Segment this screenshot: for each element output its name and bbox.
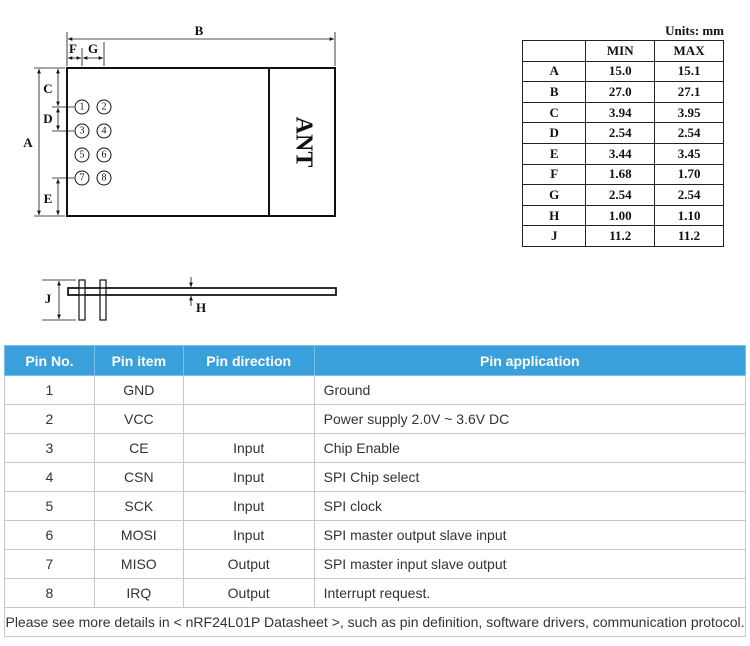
pin-item: CSN	[94, 463, 183, 492]
table-row	[5, 579, 746, 608]
pin-no: 4	[5, 463, 95, 492]
pin-direction: Output	[183, 579, 314, 608]
dimension-header-max: MAX	[655, 41, 724, 62]
dimension-label: F	[523, 164, 586, 185]
pin-7	[75, 171, 89, 185]
header-pin-direction: Pin direction	[183, 346, 314, 376]
table-row	[5, 492, 746, 521]
pin-direction	[183, 405, 314, 434]
svg-text:G: G	[87, 41, 99, 56]
pin-direction	[183, 376, 314, 405]
svg-text:3: 3	[79, 125, 85, 137]
svg-text:A: A	[23, 135, 33, 150]
table-row	[5, 376, 746, 405]
pin-direction: Input	[183, 492, 314, 521]
pin-no: 2	[5, 405, 95, 434]
dimension-min: 27.0	[586, 82, 655, 103]
antenna-label: ANT	[290, 116, 317, 168]
dimension-h	[191, 277, 206, 315]
dimension-header-label	[523, 41, 586, 62]
pin-application: Chip Enable	[314, 434, 745, 463]
pin-1	[75, 100, 89, 114]
pin-direction: Input	[183, 463, 314, 492]
pin-no: 7	[5, 550, 95, 579]
pin-direction: Input	[183, 434, 314, 463]
pin-application: SPI clock	[314, 492, 745, 521]
dimension-max: 2.54	[655, 123, 724, 144]
table-row	[5, 521, 746, 550]
pin-direction: Input	[183, 521, 314, 550]
pin-application: SPI Chip select	[314, 463, 745, 492]
module-mechanical-drawing	[0, 0, 345, 330]
pin-5	[75, 148, 89, 162]
dimension-row	[523, 143, 724, 164]
svg-text:D: D	[43, 111, 53, 126]
table-row	[5, 434, 746, 463]
pin-item: MISO	[94, 550, 183, 579]
pin-no: 5	[5, 492, 95, 521]
dimension-min: 11.2	[586, 226, 655, 247]
pin-application: SPI master output slave input	[314, 521, 745, 550]
table-row	[5, 463, 746, 492]
pin-application: Ground	[314, 376, 745, 405]
pin-application: SPI master input slave output	[314, 550, 745, 579]
dimension-row	[523, 226, 724, 247]
dimension-min: 2.54	[586, 123, 655, 144]
dimension-row	[523, 185, 724, 206]
dimension-label: D	[523, 123, 586, 144]
dimension-label: J	[523, 226, 586, 247]
pin-no: 1	[5, 376, 95, 405]
datasheet-note: Please see more details in < nRF24L01P Datasheet >, such as pin definition, software drivers, communication protocol.	[5, 608, 746, 637]
dimension-row	[523, 82, 724, 103]
pin-item: CE	[94, 434, 183, 463]
dimension-row	[523, 205, 724, 226]
table-row	[5, 405, 746, 434]
svg-text:C: C	[43, 81, 53, 96]
pin-table-header	[5, 346, 746, 376]
dimension-c-d-e	[43, 69, 74, 215]
dimension-min: 3.94	[586, 102, 655, 123]
pin-6	[97, 148, 111, 162]
pin-no: 8	[5, 579, 95, 608]
dimension-row	[523, 123, 724, 144]
header-pin-no: Pin No.	[5, 346, 95, 376]
dimension-max: 15.1	[655, 61, 724, 82]
dimension-header-min: MIN	[586, 41, 655, 62]
dimension-b	[67, 23, 335, 66]
dimension-label: A	[523, 61, 586, 82]
pin-header	[75, 100, 111, 185]
dimension-max: 27.1	[655, 82, 724, 103]
svg-text:1: 1	[79, 101, 85, 113]
dimension-max: 1.70	[655, 164, 724, 185]
dimension-max: 3.45	[655, 143, 724, 164]
dimension-min: 1.68	[586, 164, 655, 185]
pin-item: IRQ	[94, 579, 183, 608]
svg-text:4: 4	[101, 125, 107, 137]
dimension-label: G	[523, 185, 586, 206]
svg-text:F: F	[69, 41, 77, 56]
pin-direction: Output	[183, 550, 314, 579]
pin-2	[97, 100, 111, 114]
dimension-max: 11.2	[655, 226, 724, 247]
dimension-table-block	[522, 22, 724, 247]
svg-text:8: 8	[101, 172, 107, 184]
dimension-max: 1.10	[655, 205, 724, 226]
pin-8	[97, 171, 111, 185]
table-row	[5, 550, 746, 579]
dimension-min: 3.44	[586, 143, 655, 164]
dimension-f-g	[68, 41, 104, 66]
dimension-j	[42, 280, 76, 320]
pin-item: MOSI	[94, 521, 183, 550]
dimension-max: 2.54	[655, 185, 724, 206]
pin-item: GND	[94, 376, 183, 405]
pin-3	[75, 124, 89, 138]
dimension-min: 2.54	[586, 185, 655, 206]
pin-application: Power supply 2.0V ~ 3.6V DC	[314, 405, 745, 434]
pin-item: VCC	[94, 405, 183, 434]
pin-no: 3	[5, 434, 95, 463]
svg-text:2: 2	[101, 101, 107, 113]
svg-text:B: B	[194, 23, 204, 38]
pin-table	[4, 345, 746, 637]
svg-text:H: H	[195, 300, 207, 315]
dimension-label: C	[523, 102, 586, 123]
pin-item: SCK	[94, 492, 183, 521]
dimension-label: E	[523, 143, 586, 164]
header-pin-application: Pin application	[314, 346, 745, 376]
table-note-row	[5, 608, 746, 637]
header-pin-item: Pin item	[94, 346, 183, 376]
svg-text:5: 5	[79, 149, 85, 161]
pin-application: Interrupt request.	[314, 579, 745, 608]
svg-text:6: 6	[101, 149, 107, 161]
units-label: Units: mm	[665, 23, 724, 38]
dimension-label: B	[523, 82, 586, 103]
dimension-min: 1.00	[586, 205, 655, 226]
dimension-row	[523, 61, 724, 82]
dimension-table-header	[523, 41, 724, 62]
dimension-table	[522, 40, 724, 247]
pin-no: 6	[5, 521, 95, 550]
dimension-max: 3.95	[655, 102, 724, 123]
dimension-min: 15.0	[586, 61, 655, 82]
dimension-row	[523, 102, 724, 123]
dimension-label: H	[523, 205, 586, 226]
svg-text:E: E	[43, 191, 53, 206]
dimension-row	[523, 164, 724, 185]
pin-4	[97, 124, 111, 138]
svg-text:J: J	[44, 291, 52, 306]
svg-text:7: 7	[79, 172, 85, 184]
